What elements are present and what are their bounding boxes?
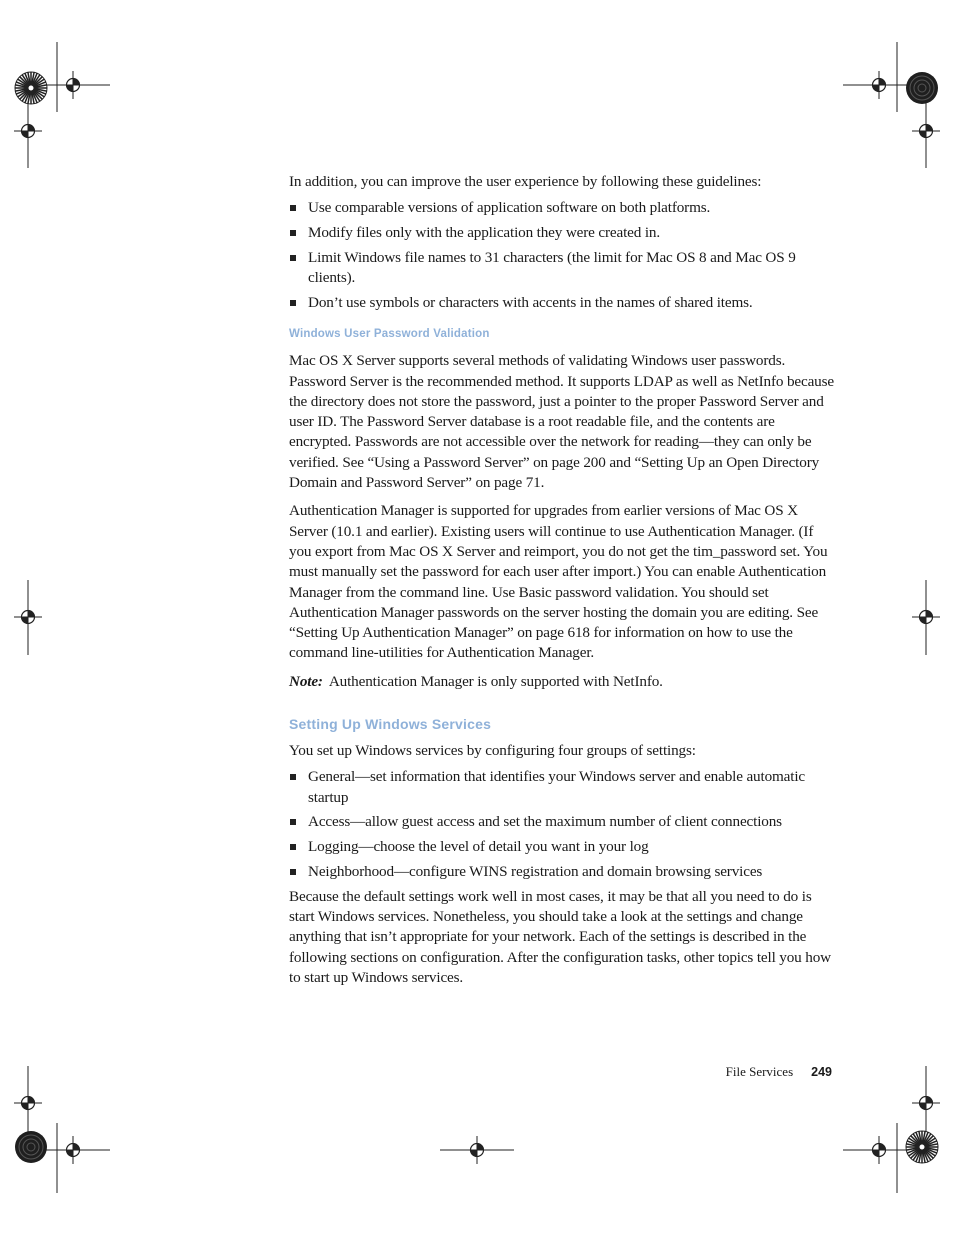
- default-settings-paragraph: Because the default settings work well in most cases, it may be that all you need to do is start Windows services. Nonetheless, you should take a look at the settings and change anything that isn’t appropriate for your network. Each of the settings is described in the following sections on configuration. After the configuration tasks, other topics tell you how to start up Windows services.: [289, 887, 831, 986]
- list-item-text: Use comparable versions of application software on both platforms.: [308, 199, 711, 217]
- bullet-icon: [290, 869, 296, 875]
- list-item-text: Limit Windows file names to 31 characters (the limit for Mac OS 8 and Mac OS 9 clients).: [308, 248, 796, 287]
- password-server-paragraph: Mac OS X Server supports several methods of validating Windows user passwords. Password Server is the recommended method. It supports LDAP as well as NetInfo because the directory does not store the password, just a pointer to the proper Password Server and user ID. The Password Server database is a root readable file, and the contents are encrypted. Passwords are not accessible over the network for reading—they can only be verified. See “Using a Password Server” on page 200 and “Setting Up an Open Directory Domain and Password Server” on page 71.: [289, 352, 834, 492]
- section-heading-windows-services: Setting Up Windows Services: [289, 716, 492, 733]
- bullet-icon: [290, 300, 296, 306]
- list-item: [289, 862, 834, 882]
- note-label: Note:: [289, 672, 323, 690]
- bullet-icon: [290, 255, 296, 261]
- list-item: [289, 223, 834, 243]
- bullet-icon: [290, 205, 296, 211]
- list-item-text: Neighborhood—configure WINS registration and domain browsing services: [308, 863, 763, 881]
- list-item-text: Don’t use symbols or characters with accents in the names of shared items.: [308, 293, 753, 311]
- list-item: [289, 837, 834, 857]
- settings-groups-list: [289, 767, 834, 882]
- bullet-icon: [290, 774, 296, 780]
- list-item: [289, 198, 834, 218]
- bullet-icon: [290, 230, 296, 236]
- section-heading-password-validation: Windows User Password Validation: [289, 328, 490, 341]
- intro-paragraph: In addition, you can improve the user experience by following these guidelines:: [289, 173, 762, 190]
- footer-section-title: File Services: [725, 1064, 794, 1079]
- list-item-text: Modify files only with the application they were created in.: [308, 224, 661, 242]
- list-item-text: Logging—choose the level of detail you want in your log: [308, 838, 649, 856]
- note-text: Authentication Manager is only supported with NetInfo.: [328, 672, 663, 690]
- bullet-icon: [290, 819, 296, 825]
- page-number: 249: [811, 1065, 832, 1079]
- bullet-icon: [290, 844, 296, 850]
- list-item: [289, 248, 834, 289]
- list-item: [289, 293, 834, 313]
- list-item-text: Access—allow guest access and set the maximum number of client connections: [308, 813, 782, 831]
- settings-intro-paragraph: You set up Windows services by configuring four groups of settings:: [289, 742, 696, 760]
- list-item-text: General—set information that identifies your Windows server and enable automatic startup: [308, 768, 805, 806]
- guidelines-list: [289, 198, 834, 313]
- authentication-manager-paragraph: Authentication Manager is supported for upgrades from earlier versions of Mac OS X Server (10.1 and earlier). Existing users will continue to use Authentication Manager. (If you export from Mac OS X Server and reimport, you do not get the tim_password set. You must manually set the password for each user after import.) You can enable Authentication Manager from the command line. Use Basic password validation. You should set Authentication Manager passwords on the server hosting the domain you are editing. See “Setting Up Authentication Manager” on page 618 for information on how to use the command line-utilities for Authentication Manager.: [289, 502, 828, 662]
- page-body: [289, 172, 834, 996]
- page-footer: [726, 1064, 832, 1080]
- note: [289, 672, 834, 692]
- list-item: [289, 767, 834, 808]
- list-item: [289, 812, 834, 832]
